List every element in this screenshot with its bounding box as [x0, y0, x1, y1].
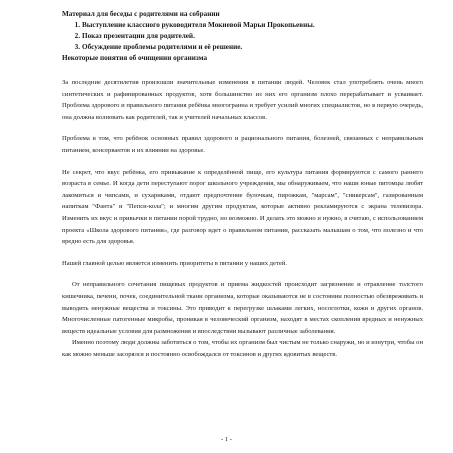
paragraph-cleansing: Именно поэтому люди должны заботиться о том, чтобы их организм был чистым не только снаружи, но и изнутри, чтобы он как можно меньше засорялся и постоянно освобождался от токсинов и других ядовитых веществ.	[62, 339, 423, 358]
agenda-item-number: 1.	[74, 21, 80, 29]
agenda-item-number: 3.	[74, 43, 80, 51]
paragraph-problem: Проблема в том, что ребёнок основных правил здорового и рационального питания, болезней, связанных с неправильным питанием, консервантов и их влиянии на здоровье.	[62, 135, 423, 154]
paragraph-nutrition-changes: За последние десятилетия произошли значительные изменения в питании людей. Человек стал употреблять очень много синтетических и рафинированных продуктов, хотя большинство из них его организм плохо перерабатывает и усваивает. Проблема здорового и правильного питания ребёнка многогранна и требует усилий многих специалистов, но в первую очередь, она должна волновать как родителей, так и учителей начальных классов.	[62, 79, 423, 121]
agenda-item-text: Выступление классного руководителя Мокиевой Марьи Прокопьевны.	[82, 21, 315, 29]
paragraph-goal: Нашей главной целью является изменить приоритеты в питании у наших детей.	[62, 259, 287, 267]
agenda-list	[62, 20, 423, 53]
agenda-item-text: Обсуждение проблемы родителями и её решение.	[82, 43, 243, 51]
agenda-item	[62, 20, 423, 31]
section-title: Некоторые понятия об очищении организма	[62, 54, 208, 62]
agenda-item-text: Показ презентации для родителей.	[82, 32, 195, 40]
agenda-item-number: 2.	[74, 32, 80, 40]
paragraph-habits: Не секрет, что вкус ребёнка, его привыкание к определённой пище, его культура питания формируются с самого раннего возраста в семье. И когда дети переступают порог школьного учреждения, мы обнаруживаем, что наши юные питомцы любят лакомиться и чипсами, и сухариками, отдают предпочтение булочкам, пирожкам, "марсам", "сникерсам", газированным напиткам "Фанта" и "Пепси-кола"; и многим другим продуктам, которые активно рекламируются с экрана телевизора. Изменить их вкус и привычки в питании порой трудно, но возможно. И делать это можно и нужно, я считаю, с использованием проекта «Школа здорового питания», где разговор идет о правильном питании, рассказать малышам о том, что полезно и что вредно есть для здоровья.	[62, 168, 423, 246]
paragraph-toxins: От неправильного сочетания пищевых продуктов и приема жидкостей происходит загрязнение и отравление толстого кишечника, печени, почек, соединительной ткани организма, которые оказываются не в состоянии полностью обезвреживать и выводить ненужные вещества и токсины. Это приводит к перегрузке шлаками легких, носоглотки, кожи и других органов. Многочисленные патогенные микробы, проникая в человеческий организм, находят в местах скопления вредных и ненужных веществ идеальные условия для размножения и впоследствии вызывают различные заболевания.	[62, 281, 423, 335]
document-title: Материал для беседы с родителями на собрании	[62, 10, 220, 18]
agenda-item	[62, 31, 423, 42]
agenda-item	[62, 42, 423, 53]
page-number: - 1 -	[221, 436, 232, 443]
